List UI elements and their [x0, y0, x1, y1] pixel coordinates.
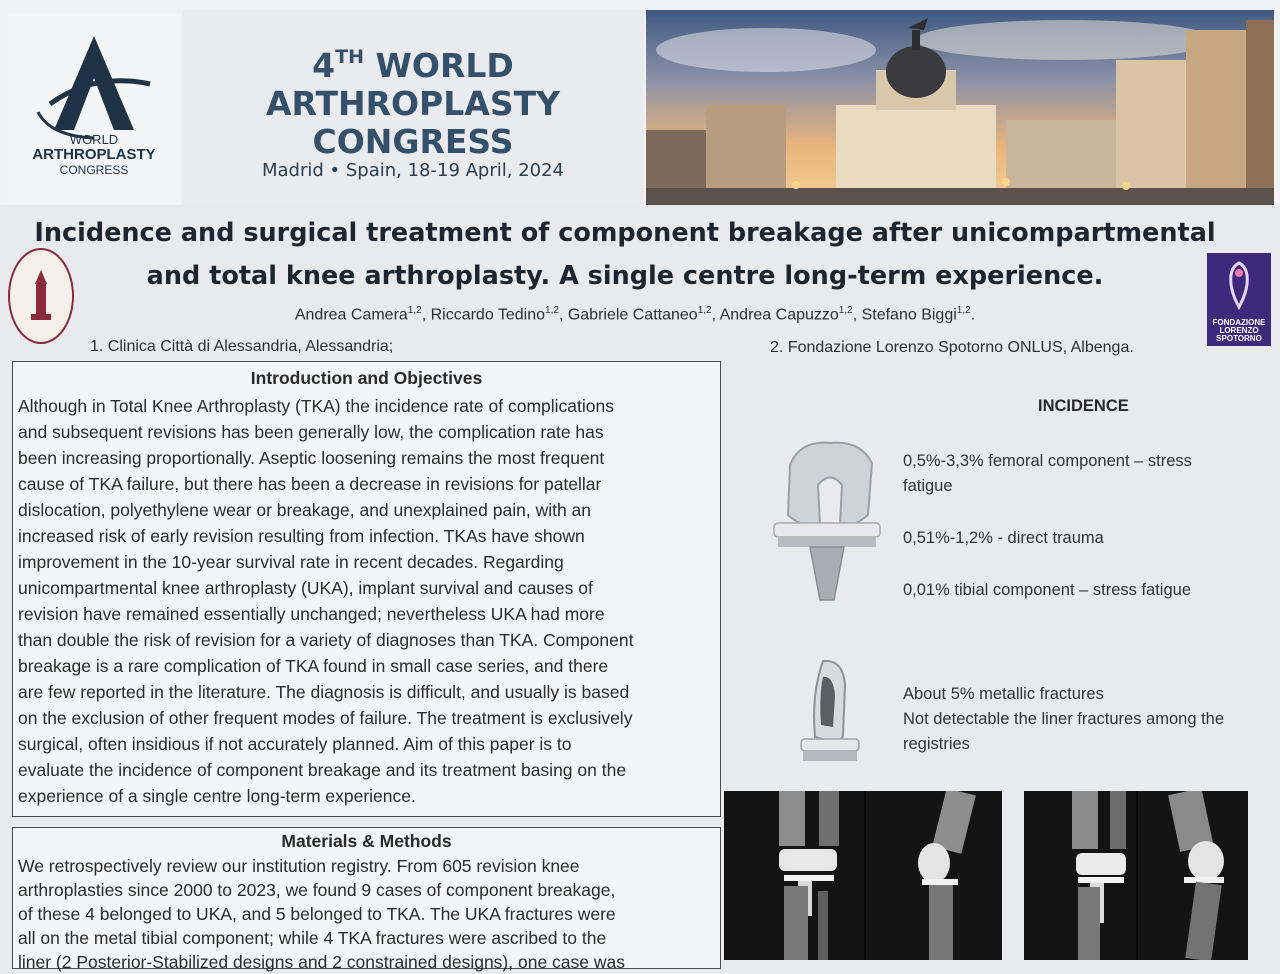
methods-line: We retrospectively review our institution registry. From 605 revision knee	[18, 856, 580, 876]
knee-xray-image	[724, 791, 1002, 960]
intro-line: improvement in the 10-year survival rate in recent decades. Regarding	[18, 552, 564, 572]
author-name: Riccardo Tedino	[430, 306, 546, 324]
congress-place-date: Madrid • Spain, 18-19 April, 2024	[261, 160, 565, 181]
logo-line-world: WORLD	[69, 132, 119, 147]
author-list: Andrea Camera$^{1,2}$, Riccardo Tedino$^{1,2}$, Gabriele Cattaneo$^{1,2}$, Andrea Capuzzo$^{1,2}$, Stefano Biggi$^{1,2}$.	[294, 305, 976, 324]
intro-line: experience of a single centre long-term experience.	[18, 786, 416, 806]
congress-title-line3: CONGRESS	[312, 122, 514, 161]
methods-line: all on the metal tibial component; while 4 TKA fractures were ascribed to the	[18, 928, 607, 948]
logo-line-congress: CONGRESS	[59, 163, 129, 177]
intro-line: and subsequent revisions has been generally low, the complication rate has	[18, 422, 604, 442]
arthroplasty-a-logo-icon	[30, 32, 158, 142]
methods-line: of these 4 belonged to UKA, and 5 belonged to TKA. The UKA fractures were	[18, 904, 616, 924]
paper-title-line2: and total knee arthroplasty. A single centre long-term experience.	[146, 261, 1104, 291]
incidence-tka-tibial: 0,01% tibial component – stress fatigue	[903, 581, 1192, 599]
intro-line: on the exclusion of other frequent modes of failure. The treatment is exclusively	[18, 708, 633, 728]
incidence-tka-femoral-line2: fatigue	[903, 477, 953, 495]
congress-title	[182, 38, 644, 161]
introduction-section	[12, 361, 721, 817]
methods-line: arthroplasties since 2000 to 2023, we found 9 cases of component breakage,	[18, 880, 616, 900]
introduction-heading: Introduction and Objectives	[250, 368, 483, 388]
intro-line: are few reported in the literature. The diagnosis is difficult, and usually is based	[18, 682, 630, 702]
intro-line: breakage is a rare complication of TKA found in small case series, and there	[18, 656, 609, 676]
congress-title-block	[182, 10, 644, 205]
intro-line: unicompartmental knee arthroplasty (UKA), implant survival and causes of	[18, 578, 593, 598]
paper-title-line1: Incidence and surgical treatment of component breakage after unicompartmental	[34, 218, 1216, 248]
methods-body	[18, 854, 716, 974]
madrid-skyline-image	[646, 10, 1274, 205]
author-affiliation: 1,2	[697, 305, 712, 316]
intro-line: cause of TKA failure, but there has been a decrease in revisions for patellar	[18, 474, 602, 494]
intro-line: revision have remained essentially unchanged; nevertheless UKA had more	[18, 604, 605, 624]
intro-line: surgical, often insidious if not accurately planned. Aim of this paper is to	[18, 734, 572, 754]
intro-line: increased risk of early revision resulting from infection. TKAs have shown	[18, 526, 585, 546]
knee-xray-image	[1024, 791, 1248, 960]
congress-ordinal: 4	[312, 46, 336, 85]
congress-title-line2: ARTHROPLASTY	[266, 84, 560, 123]
author-affiliation: 1,2	[956, 305, 971, 316]
incidence-uka	[903, 682, 1224, 757]
xray-image-set-2	[1024, 791, 1248, 960]
fondazione-logo-line3: SPOTORNO	[1216, 334, 1262, 343]
author-affiliation: 1,2	[407, 305, 422, 316]
incidence-uka-line2: Not detectable the liner fractures among the	[903, 710, 1225, 728]
affiliation-1: 1. Clinica Città di Alessandria, Alessandria;	[90, 338, 394, 355]
logo-line-arthroplasty: ARTHROPLASTY	[32, 146, 156, 163]
intro-line: dislocation, polyethylene wear or breakage, and unexplained pain, with an	[18, 500, 592, 520]
methods-section	[12, 827, 721, 972]
poster-header	[0, 0, 1280, 205]
author-name: Andrea Camera	[294, 306, 408, 324]
intro-line: been increasing proportionally. Aseptic loosening remains the most frequent	[18, 448, 605, 468]
fondazione-logo-line1: FONDAZIONE	[1212, 318, 1266, 327]
incidence-uka-line3: registries	[903, 735, 970, 753]
methods-line: liner (2 Posterior-Stabilized designs and 2 constrained designs), one case was	[18, 952, 625, 972]
incidence-tka-femoral-line1: 0,5%-3,3% femoral component – stress	[903, 452, 1192, 470]
madrid-city-photo	[646, 10, 1274, 205]
congress-ordinal-suffix: TH	[335, 46, 365, 68]
introduction-body	[18, 393, 716, 809]
author-name: Andrea Capuzzo	[719, 306, 839, 324]
methods-heading: Materials & Methods	[281, 831, 452, 851]
author-name: Stefano Biggi	[861, 306, 957, 324]
intro-line: than double the risk of revision for a variety of diagnoses than TKA. Component	[18, 630, 634, 650]
author-affiliation: 1,2	[838, 305, 853, 316]
intro-line: evaluate the incidence of component breakage and its treatment basing on the	[18, 760, 627, 780]
incidence-heading: INCIDENCE	[1038, 397, 1129, 415]
congress-logo	[8, 14, 180, 204]
tka-implant-icon	[770, 435, 885, 605]
author-name: Gabriele Cattaneo	[567, 306, 698, 324]
incidence-tka-femoral	[903, 449, 1192, 499]
xray-image-set-1	[724, 791, 1002, 960]
fondazione-logo-line2: LORENZO	[1219, 326, 1259, 335]
paper-title	[0, 212, 1250, 298]
congress-title-word: WORLD	[375, 46, 514, 85]
incidence-tka-trauma: 0,51%-1,2% - direct trauma	[903, 529, 1104, 547]
intro-line: Although in Total Knee Arthroplasty (TKA) the incidence rate of complications	[18, 396, 614, 416]
affiliation-2: 2. Fondazione Lorenzo Spotorno ONLUS, Albenga.	[770, 339, 1134, 356]
incidence-uka-line1: About 5% metallic fractures	[903, 685, 1104, 703]
author-affiliation: 1,2	[545, 305, 559, 316]
uka-implant-icon	[793, 655, 863, 770]
